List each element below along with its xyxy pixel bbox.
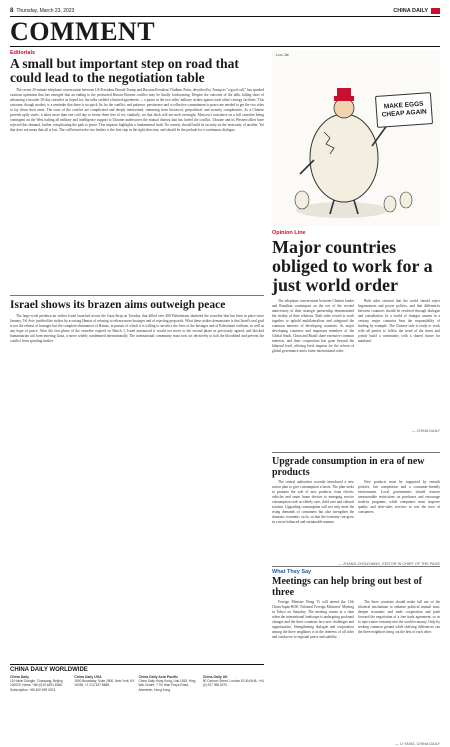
what-they-say-article: [272, 566, 440, 746]
footer-title: CHINA DAILY WORLDWIDE: [10, 667, 88, 673]
masthead-left: [10, 8, 74, 14]
opinion-byline: — CHINA DAILY: [411, 429, 440, 433]
editorial-2-body: [10, 314, 264, 492]
worldwide-footer: [10, 664, 264, 742]
wts-body: [272, 600, 440, 740]
cartoon-sign-line1: MAKE EGGS: [383, 100, 424, 111]
cartoon-sign-line2: CHEAP AGAIN: [381, 108, 428, 119]
masthead-right: [393, 8, 440, 14]
feature-byline: — ZHANG ZHOUXIANG, EDITOR IN CHIEF OF THE PAGE: [338, 562, 440, 566]
editorial-2-text: The large-scale predawn air strikes Israel launched across the Gaza Strip on Tuesday, that killed over 400 Palestinians shattered the ceasefire that has been in place since January. Tel Aviv justified the strikes by accusing Hamas of refusing to release more hostages and of rejecting proposals. What these strikes demonstrate is that Israel's real goal is not the release of hostages but the complete elimination of Hamas, in pursuit of which it is willing to sacrifice the lives of the hostages and of Palestinian civilians, as well as any hope of peace. After the first phase of the ceasefire expired on March 1, Israel announced it would not move to the second phase as previously agreed, and blocked humanitarian aid from entering Gaza, a move widely condemned internationally. The international community must now act decisively to halt the bloodshed and prevent the conflict from spiraling further.: [10, 313, 264, 343]
feature-article: [272, 452, 440, 566]
editorials-label: Editorials: [10, 50, 36, 56]
opinion-body: [272, 299, 440, 427]
footer-col-4-title: China Daily UK: [202, 675, 228, 679]
footer-col-1: [10, 675, 71, 692]
paper-name: CHINA DAILY: [393, 8, 428, 14]
editorials-column: [10, 50, 264, 492]
wts-text-1: Foreign Minister Wang Yi will attend the 11th China-Japan-ROK Trilateral Foreign Ministers' Meeting in Tokyo on Saturday. The meeting comes at a time when the international landscape is undergoing profound changes and the three countries face new challenges and opportunities. Strengthening dialogue and cooperation among the three neighbors is in the interests of all sides and conducive to regional peace and stability.: [272, 600, 354, 639]
wts-headline: Meetings can help bring out best of three: [272, 576, 422, 598]
feature-body: [272, 480, 440, 560]
section-rule: [10, 46, 440, 47]
opinion-headline: Major countries obliged to work for a just world order: [272, 237, 433, 295]
masthead: [10, 6, 440, 16]
feature-body-col2: [358, 480, 440, 560]
section-title: COMMENT: [10, 17, 156, 46]
opinion-body-col2: [358, 299, 440, 427]
what-they-say-label: What They Say: [272, 569, 312, 575]
editorial-cartoon: [272, 50, 440, 226]
editorial-1-body: [10, 88, 264, 292]
editorial-2-headline: Israel shows its brazen aims outweigh peace: [10, 299, 226, 311]
footer-col-3-text: China Daily Hong Kong, Unit 1818, Hing Wai Centre, 7 Tin Wan Praya Road, Aberdeen, Hong Kong.: [138, 679, 196, 692]
divider: [10, 295, 264, 296]
wts-byline: — LI YANG, CHINA DAILY: [395, 742, 440, 746]
footer-col-1-text: 15 Huixin Dongjie, Chaoyang, Beijing 100029. News: +86 (0)10 6491-8366. Subscription: +86 400 699 0203.: [10, 679, 63, 692]
wts-rule: [272, 566, 440, 567]
editorial-1-text: The recent 20-minute telephone conversation between US President Donald Trump and Russian President Vladimir Putin, described by Trump as "a good call," has sparked cautious optimism that has emerged that an ending to the protracted Russia-Ukraine conflict may be finally forthcoming. Despite the outcome of the talks falling short of advancing a broader 30-day ceasefire as hoped for, the talks yielded a limited agreement — a pause in the two sides' military strikes against each other's energy facilities. This outcome, though modest, is a reminder that there is no quick fix for the conflict, and patience, persistence and a collective commitment to peace are needed to get the two sides to lay down their arms. The roots of the conflict are complicated and deeply intertwined, stemming from historical, geopolitical, and security complexities. As a Chinese proverb aptly states, it takes more than one cold day to freeze three feet of ice; similarly, ice that thick will not melt overnight. Moscow's insistence on a full ceasefire being contingent on the West halting all military and intelligence support to Ukraine underscores the mutual distrust that has fueled the conflict. Ukraine and its Western allies have rejected this demand, further complicating the path to peace. This impasse highlights a fundamental truth: No country should build its security on the insecurity of another. Yet that does not mean that all is lost. The call between the two leaders is the first step in the right direction, and should be the prelude for a continuous dialogue.: [10, 88, 264, 132]
footer-col-1-title: China Daily: [10, 675, 30, 679]
main-content: [10, 50, 440, 492]
feature-text-1: The central authorities recently introduced a new action plan to give consumption a boost. The plan seeks to promote the sale of new products, from electric vehicles and smart home devices to emerging service consumption such as elderly care, child care and cultural tourism. Upgrading consumption will not only meet the rising demands of consumers but also strengthen the domestic economic cycle, so that the economy can grow in a more balanced and sustainable manner.: [272, 480, 354, 524]
page-number: 8: [10, 8, 14, 14]
footer-col-2-text: 1500 Broadway, Suite 2800, New York, NY 10036. +1 212 537 8888.: [74, 679, 135, 688]
footer-col-4-text: 90 Cannon Street, London EC4N 6HA. +44 (0) 207 398 8270.: [202, 679, 264, 688]
footer-col-2: [74, 675, 135, 692]
feature-text-2: New products must be supported by smooth policies, fair competition and a consumer-friendly environment. Local governments should remove unreasonable restrictions on purchases and encourage trade-in programs, while companies must improve quality and after-sales services to win the trust of consumers.: [358, 480, 440, 514]
cartoon-illustration: [272, 50, 440, 226]
opinion-text-2: Both sides stressed that the world should reject hegemonism and power politics, and that differences between countries should be resolved through dialogue and consultation. In a world of changes unseen in a century, major countries bear the responsibility of leading by example. The Chinese side is ready to work with all parties to follow the trend of the times and jointly build a community with a shared future for mankind.: [358, 299, 440, 343]
issue-date: Thursday, March 23, 2023: [16, 8, 75, 14]
cartoon-sign: [375, 92, 433, 128]
wts-body-col1: [272, 600, 354, 740]
opinion-column: [272, 50, 440, 492]
footer-col-2-title: China Daily USA: [74, 675, 102, 679]
opinion-body-col1: [272, 299, 354, 427]
cartoon-credit: Luo Jie: [276, 52, 289, 57]
feature-body-col1: [272, 480, 354, 560]
paper-logo-icon: [431, 8, 440, 14]
wts-body-col2: [358, 600, 440, 740]
opinion-line-label: Opinion Line: [272, 230, 306, 236]
footer-grid: [10, 675, 264, 692]
editorial-1-headline: A small but important step on road that could lead to the negotiation table: [10, 56, 239, 85]
footer-col-4: [203, 675, 264, 692]
footer-col-3-title: China Daily Asia Pacific: [138, 675, 179, 679]
wts-text-2: The three countries should make full use of the trilateral mechanism to enhance political mutual trust, deepen economic and trade cooperation and push forward the negotiation of a free trade agreement, so as to inject more certainty into the world economy. Only by seeking common ground while shelving differences can the three neighbors bring out the best of each other.: [358, 600, 440, 634]
opinion-text-1: The telephone conversation between Chinese leader and Brazilian counterpart on the eve of the second anniversary of their strategic partnership demonstrated the vitality of their relations. Both sides vowed to work together to uphold multilateralism and safeguard the common interests of developing countries. As major developing countries and important members of the Global South, China and Brazil share extensive common interests, and their cooperation has gone beyond the bilateral level, offering fresh impetus for the reform of global governance and a fairer international order.: [272, 299, 354, 353]
feature-rule: [272, 452, 440, 453]
feature-headline: Upgrade consumption in era of new products: [272, 456, 425, 478]
footer-col-3: [139, 675, 200, 692]
